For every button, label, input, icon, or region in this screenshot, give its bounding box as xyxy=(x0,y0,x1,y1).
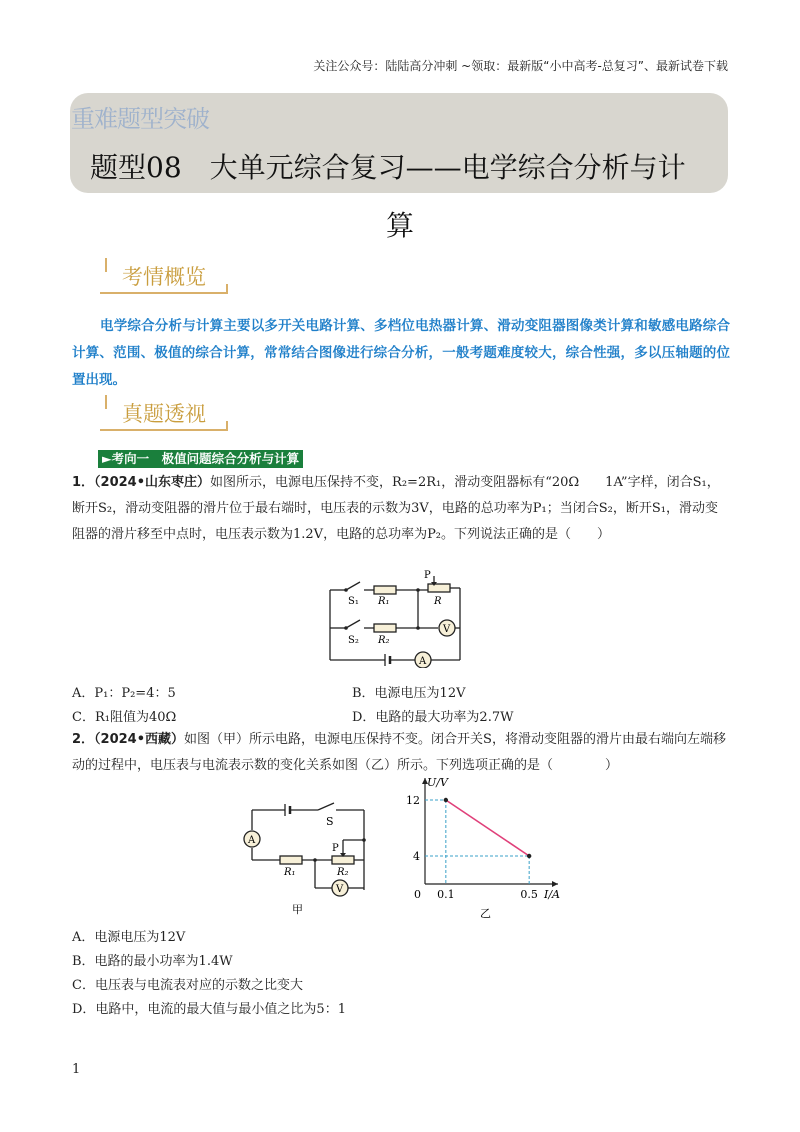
page-number: 1 xyxy=(72,1062,81,1077)
circuit-diagram-2 xyxy=(240,800,380,915)
section-underline xyxy=(100,292,228,294)
x-axis-label: I/A xyxy=(544,888,560,901)
switch-label: S₂ xyxy=(348,635,359,646)
slider-label: P xyxy=(332,843,339,854)
circuit-diagram-1 xyxy=(320,568,470,668)
ammeter-label: A xyxy=(419,656,427,667)
q2-option-b[interactable]: B．电路的最小功率为1.4W xyxy=(72,954,233,969)
overview-heading: 考情概览 xyxy=(122,265,206,289)
section-bracket xyxy=(105,258,107,272)
slider-label: P xyxy=(424,570,431,581)
page-title-line2: 算 xyxy=(385,209,414,242)
voltmeter-label: V xyxy=(336,884,344,895)
q1-option-b[interactable]: B．电源电压为12V xyxy=(352,686,466,701)
ui-chart xyxy=(395,772,565,920)
q1-option-d[interactable]: D．电路的最大功率为2.7W xyxy=(352,710,514,725)
question-number: 1． xyxy=(72,475,95,490)
q2-option-c[interactable]: C．电压表与电流表对应的示数之比变大 xyxy=(72,978,303,993)
banner-tag: 重难题型突破 xyxy=(71,105,209,133)
section-bracket xyxy=(105,395,107,409)
header-note: 关注公众号：陆陆高分冲刺 ~领取：最新版“小中高考-总复习”、最新试卷下载 xyxy=(313,59,728,73)
x-tick-label: 0 xyxy=(414,888,421,901)
q1-option-c[interactable]: C．R₁阻值为40Ω xyxy=(72,710,177,725)
y-axis-label: U/V xyxy=(427,776,448,789)
question-text: 如图（甲）所示电路，电源电压保持不变。闭合开关S，将滑动变阻器的滑片由最右端向左端移动的过程中，电压表与电流表示数的变化关系如图（乙）所示。下列选项正确的是（ ） xyxy=(72,732,726,773)
data-line xyxy=(446,800,529,856)
direction-label: ►考向一 极值问题综合分析与计算 xyxy=(98,450,303,468)
question-1 xyxy=(72,470,730,548)
resistor-label: R₂ xyxy=(378,635,390,646)
page-title-line1: 题型08 大单元综合复习——电学综合分析与计 xyxy=(90,151,686,184)
section-bracket xyxy=(226,284,228,294)
switch-label: S₁ xyxy=(348,596,359,607)
question-text: 如图所示，电源电压保持不变，R₂=2R₁，滑动变阻器标有“20Ω 1A”字样，闭合S₁，断开S₂，滑动变阻器的滑片位于最右端时，电压表的示数为3V，电路的总功率为P₁；当闭合S₂，断开S₁，滑动变阻器的滑片移至中点时，电压表示数为1.2V，电路的总功率为P₂。下列说法正确的是（ ） xyxy=(72,475,720,542)
q2-option-d[interactable]: D．电路中，电流的最大值与最小值之比为5：1 xyxy=(72,1002,346,1017)
x-axis-arrow xyxy=(552,881,558,887)
rheostat-label: R₂ xyxy=(337,867,349,878)
section-bracket xyxy=(226,421,228,431)
switch-label: S xyxy=(326,815,334,828)
real-questions-heading: 真题透视 xyxy=(122,402,206,426)
section-underline xyxy=(100,429,228,431)
x-tick-label: 0.1 xyxy=(437,888,455,901)
overview-text: 电学综合分析与计算主要以多开关电路计算、多档位电热器计算、滑动变阻器图像类计算和敏感电路综合计算、范围、极值的综合计算，常常结合图像进行综合分析，一般考题难度较大，综合性强，多以压轴题的位置出现。 xyxy=(72,318,730,388)
question-source: （2024•山东枣庄） xyxy=(94,475,211,490)
rheostat-label: R xyxy=(434,596,442,607)
data-point xyxy=(527,854,531,858)
ammeter-label: A xyxy=(248,835,256,846)
question-number: 2． xyxy=(72,732,95,747)
y-tick-label: 4 xyxy=(413,850,420,863)
x-tick-label: 0.5 xyxy=(520,888,538,901)
figure-caption: 乙 xyxy=(480,907,491,920)
figure-caption: 甲 xyxy=(292,903,303,915)
y-tick-label: 12 xyxy=(406,794,420,807)
resistor-label: R₁ xyxy=(284,867,296,878)
question-source: （2024•西藏） xyxy=(94,732,185,747)
voltmeter-label: V xyxy=(443,624,451,635)
data-point xyxy=(444,798,448,802)
q2-option-a[interactable]: A．电源电压为12V xyxy=(72,930,186,945)
resistor-label: R₁ xyxy=(378,596,390,607)
q1-option-a[interactable]: A．P₁：P₂=4：5 xyxy=(72,686,176,701)
